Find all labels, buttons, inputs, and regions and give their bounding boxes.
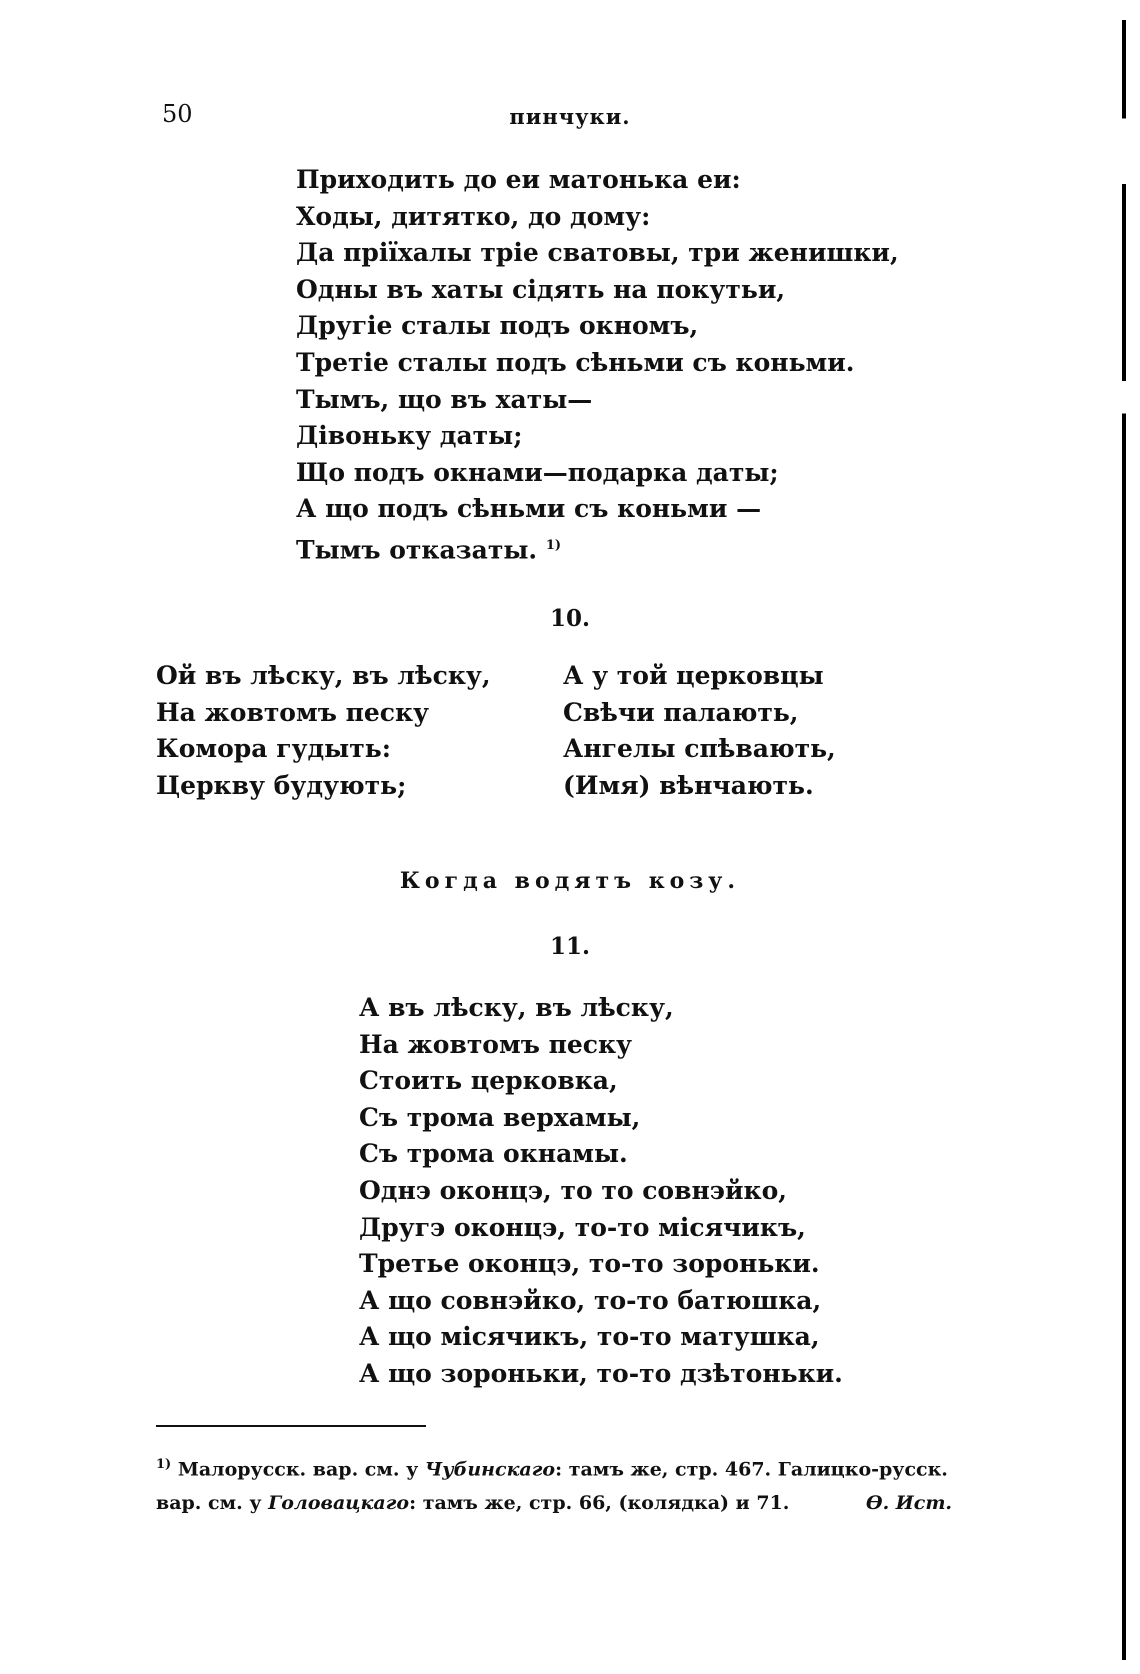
poem-10-left-column (156, 658, 491, 804)
verse-line: Комора гудыть: (156, 734, 391, 764)
verse-line: Однэ оконцэ, то то совнэйко, (359, 1175, 787, 1205)
footnote-text: : тамъ же, стр. 66, (колядка) и 71. (409, 1492, 790, 1515)
verse-line: Съ трома верхамы, (359, 1102, 641, 1132)
footnote (156, 1448, 996, 1520)
footnote-reference[interactable]: 1) (545, 537, 562, 553)
verse-line: А у той церковцы (563, 661, 824, 690)
verse-line: На жовтомъ песку (359, 1029, 633, 1059)
verse-line: Ой въ лѣску, въ лѣску, (156, 661, 491, 690)
poem-11 (359, 990, 843, 1393)
footnote-line-2 (156, 1486, 996, 1520)
verse-line: Свѣчи палають, (563, 697, 799, 727)
verse-line: Съ трома окнамы. (359, 1139, 628, 1169)
footnote-text: Малорусск. вар. см. у (177, 1458, 419, 1481)
footnote-text: вар. см. у (156, 1492, 262, 1515)
verse-line: Третье оконцэ, то-то зороньки. (359, 1249, 820, 1279)
verse-line: Церкву будують; (156, 770, 407, 800)
verse-line: Тымъ, що въ хаты— (296, 384, 593, 414)
poem-9 (296, 162, 899, 569)
verse-line: Дівоньку даты; (296, 421, 523, 451)
section-heading: Когда водятъ козу. (399, 868, 741, 894)
verse-line: А що зороньки, то-то дзѣтоньки. (359, 1358, 843, 1388)
section-number-10: 10. (549, 605, 590, 632)
verse-line: Да пріїхалы тріе сватовы, три женишки, (296, 238, 899, 268)
footnote-text: : тамъ же, стр. 467. Галицко-русск. (555, 1458, 948, 1481)
verse-line: Стоить церковка, (359, 1066, 618, 1096)
verse-line: А въ лѣску, въ лѣску, (359, 993, 674, 1022)
verse-line: Третіе сталы подъ сѣньми съ коньми. (296, 347, 855, 377)
poem-10-right-column (563, 658, 836, 804)
verse-line: Другэ оконцэ, то-то місячикъ, (359, 1212, 806, 1242)
footnote-divider (156, 1425, 426, 1427)
verse-line: Приходить до еи матонька еи: (296, 165, 741, 194)
verse-line: Одны въ хаты сідять на покутьи, (296, 274, 786, 304)
verse-line: Що подъ окнами—подарка даты; (296, 457, 779, 487)
verse-line: На жовтомъ песку (156, 697, 430, 727)
page-number: 50 (162, 100, 193, 128)
section-number-11: 11. (549, 933, 590, 960)
footnote-author: Головацкаго (268, 1492, 410, 1515)
verse-line: Ангелы спѣвають, (563, 734, 836, 764)
verse-line: А що совнэйко, то-то батюшка, (359, 1285, 822, 1315)
verse-line: (Имя) вѣнчають. (563, 770, 814, 800)
verse-line: Ходы, дитятко, до дому: (296, 201, 651, 231)
footnote-line-1 (156, 1448, 996, 1486)
verse-text: Тымъ отказаты. (296, 535, 538, 565)
page-edge-scan-artifact (1122, 20, 1126, 1660)
verse-line: А що подъ сѣньми съ коньми — (296, 494, 762, 524)
verse-line: Другіе сталы подъ окномъ, (296, 311, 699, 341)
footnote-author: Чубинскаго (424, 1458, 556, 1481)
verse-line-last (296, 528, 899, 569)
footnote-marker: 1) (156, 1457, 172, 1472)
running-head: пинчуки. (509, 104, 631, 129)
verse-line: А що місячикъ, то-то матушка, (359, 1322, 820, 1352)
footnote-signature: Ѳ. Ист. (866, 1492, 953, 1515)
